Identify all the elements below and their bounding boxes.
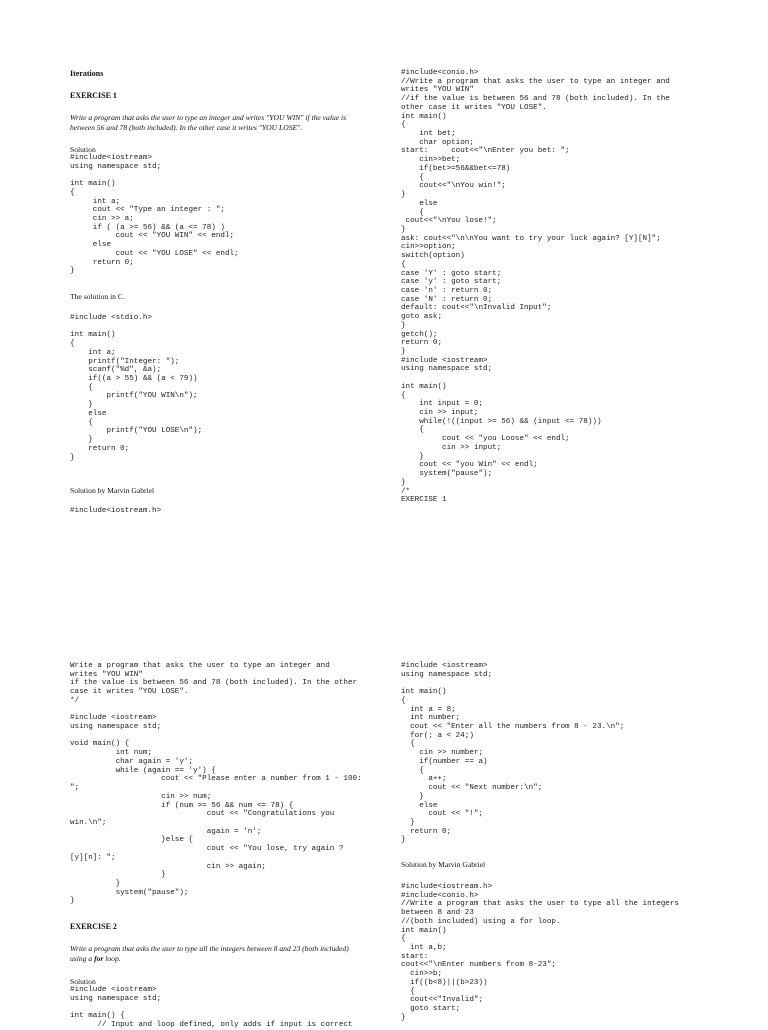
solution-in-c-label: The solution in C. [70,292,125,301]
marvin-gabriel-label-2: Solution by Marvin Gabriel [401,860,486,869]
code-block-c-solution: #include <stdio.h> int main() { int a; printf("Integer: "); scanf("%d", &a); if((a > 55) && (a < 79)) { printf("YOU WIN\n"); } else { printf("YOU LOSE\n"); } return 0; } [70,314,203,462]
code-block-marvin-include: #include<iostream.h> [70,507,162,515]
exercise-2-heading: EXERCISE 2 [70,922,117,931]
exercise-2-text-for-keyword: for [94,953,104,963]
code-block-for-loop-solution: #include <iostream> using namespace std; int main() { int a = 8; int number; cout << "Enter all the numbers from 8 - 23.\n"; for(; a < 24;) { cin >> number; if(number == a) { a++; cout << "Next number:\n"; } else cout << "!"; } return 0; } [401,662,625,845]
exercise-2-statement [70,944,366,963]
page-title: Iterations [70,69,104,78]
code-block-cpp-solution: #include<iostream> using namespace std; int main() { int a; cout << "Type an integer : "; cin >> a; if ( (a >= 56) && (a <= 78) ) cout << "YOU WIN" << endl; else cout << "YOU LOSE" << endl; return 0; } [70,154,239,276]
code-block-exercise-2-solution: #include <iostream> using namespace std; int main() { // Input and loop defined, only adds if input is correct [70,986,353,1029]
exercise-2-solution-label: Solution [70,977,96,986]
exercise-2-text-start: Write a program that asks the user to type all the integers between 8 and 23 (both included) using a [70,944,349,963]
document-page-2 [0,512,768,1029]
code-block-right-column-page-1: #include<conio.h> //Write a program that asks the user to type an integer and writes "YOU WIN" //if the value is between 56 and 78 (both included). In the other case it writes "YOU LOSE". int main() { int bet; char option; start: cout<<"\nEnter you bet: "; cin>>bet; if(bet>=56&&bet<=78) { cout<<"\nYou win!"; } else { cout<<"\nYou lose!"; } ask: cout<<"\n\nYou want to try your luck again? [Y][N]"; cin>>option; switch(option) { case 'Y' : goto start; case 'y' : goto start; case 'n' : return 0; case 'N' : return 0; default: cout<<"\nInvalid Input"; goto ask; } getch(); return 0; } #include <iostream> using namespace std; int main() { int input = 0; cin >> input; while(!((input >= 56) && (input <= 78))) { cout << "you Loose" << endl; cin >> input; } cout << "you Win" << endl; system("pause"); } /* EXERCISE 1 [401,69,670,505]
solution-label: Solution [70,145,96,154]
exercise-1-statement: Write a program that asks the user to type an integer and writes "YOU WIN" if the value is between 56 and 78 (both included). In the other case it writes "YOU LOSE". [70,113,347,132]
code-block-marvin-goto-solution: #include<iostream.h> #include<conio.h> //Write a program that asks the user to type all the integers between 8 and 23 //(both included) using a for loop. int main() { int a,b; start: cout<<"\nEnter numbers from 8-23"; cin>>b; if((b<8)||(b>23)) { cout<<"Invalid"; goto start; } [401,883,679,1022]
exercise-2-text-end: loop. [103,953,121,963]
marvin-gabriel-label: Solution by Marvin Gabriel [70,486,155,495]
exercise-1-heading: EXERCISE 1 [70,91,117,100]
code-block-exercise-1-void-main: Write a program that asks the user to type an integer and writes "YOU WIN" if the value is between 56 and 78 (both included). In the other case it writes "YOU LOSE". */ #include <iostream> using namespace std; void main() { int num; char again = 'y'; while (again == 'y') { cout << "Please enter a number from 1 - 100: "; cin >> num; if (num >= 56 && num <= 78) { cout << "Congratulations you win.\n"; again = 'n'; }else { cout << "You lose, try again ? [y][n]: "; cin >> again; } } system("pause"); } [70,662,362,906]
